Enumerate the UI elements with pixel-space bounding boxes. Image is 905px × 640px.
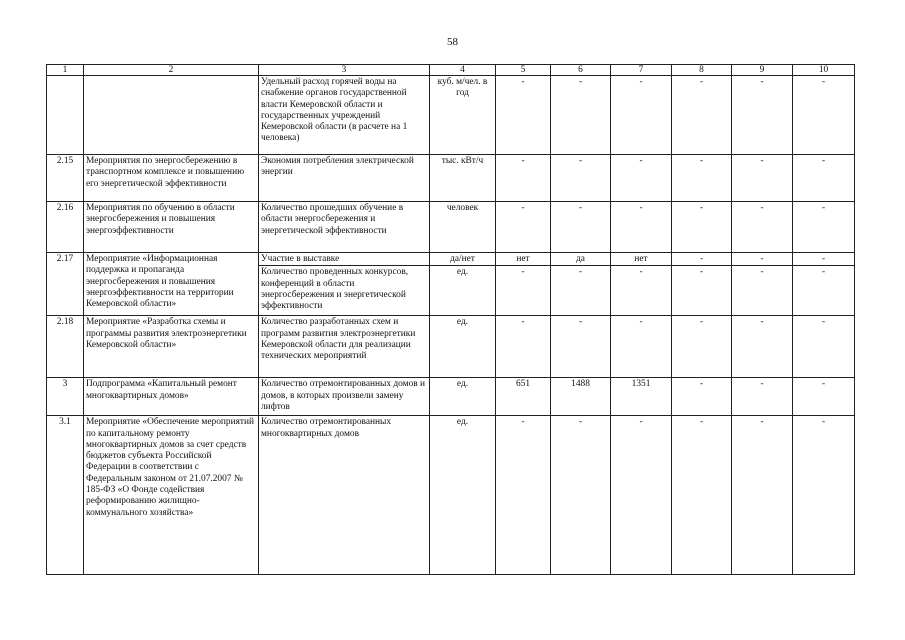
- value-cell: нет: [496, 253, 551, 266]
- column-number-row: [47, 65, 855, 76]
- value-cell: -: [672, 202, 732, 253]
- unit-cell: ед.: [430, 416, 496, 575]
- table-row: [47, 155, 855, 202]
- value-cell: -: [496, 266, 551, 316]
- column-number: 5: [496, 65, 551, 76]
- indicator-cell: Удельный расход горячей воды на снабжение органов государственной власти Кемеровской области и государственных учреждений Кемеровской области (в расчете на 1 человека): [259, 76, 430, 155]
- value-cell: -: [611, 76, 672, 155]
- value-cell: -: [551, 416, 611, 575]
- row-number: 2.18: [47, 316, 84, 378]
- value-cell: -: [793, 202, 855, 253]
- column-number: 7: [611, 65, 672, 76]
- measure-cell: Мероприятие «Разработка схемы и программы развития электроэнергетики Кемеровской области»: [84, 316, 259, 378]
- measure-cell: Мероприятия по энергосбережению в транспортном комплексе и повышению его энергетической эффективности: [84, 155, 259, 202]
- value-cell: -: [732, 316, 793, 378]
- value-cell: -: [551, 316, 611, 378]
- column-number: 1: [47, 65, 84, 76]
- unit-cell: ед.: [430, 266, 496, 316]
- column-number: 6: [551, 65, 611, 76]
- value-cell: -: [793, 76, 855, 155]
- value-cell: -: [793, 266, 855, 316]
- program-indicators-table: [46, 64, 855, 575]
- row-number: 3: [47, 378, 84, 416]
- indicator-cell: Количество отремонтированных многоквартирных домов: [259, 416, 430, 575]
- row-number: [47, 76, 84, 155]
- value-cell: -: [672, 266, 732, 316]
- value-cell: 1488: [551, 378, 611, 416]
- unit-cell: ед.: [430, 378, 496, 416]
- measure-cell: Подпрограмма «Капитальный ремонт многоквартирных домов»: [84, 378, 259, 416]
- table-row: [47, 202, 855, 253]
- page-number: 58: [447, 36, 458, 48]
- indicator-cell: Участие в выставке: [259, 253, 430, 266]
- value-cell: -: [611, 416, 672, 575]
- value-cell: -: [672, 253, 732, 266]
- value-cell: -: [551, 202, 611, 253]
- value-cell: -: [611, 316, 672, 378]
- column-number: 4: [430, 65, 496, 76]
- value-cell: -: [611, 202, 672, 253]
- table-row: [47, 416, 855, 575]
- value-cell: -: [611, 155, 672, 202]
- value-cell: -: [732, 378, 793, 416]
- value-cell: нет: [611, 253, 672, 266]
- indicator-cell: Экономия потребления электрической энергии: [259, 155, 430, 202]
- value-cell: -: [496, 155, 551, 202]
- value-cell: -: [496, 416, 551, 575]
- indicator-cell: Количество проведенных конкурсов, конференций в области энергосбережения и энергетической эффективности: [259, 266, 430, 316]
- indicator-cell: Количество прошедших обучение в области энергосбережения и энергетической эффективности: [259, 202, 430, 253]
- indicator-cell: Количество разработанных схем и программ развития электроэнергетики Кемеровской области для реализации технических мероприятий: [259, 316, 430, 378]
- value-cell: -: [793, 155, 855, 202]
- value-cell: -: [793, 416, 855, 575]
- unit-cell: ед.: [430, 316, 496, 378]
- value-cell: -: [672, 76, 732, 155]
- unit-cell: да/нет: [430, 253, 496, 266]
- row-number: 2.17: [47, 253, 84, 316]
- table-row: [47, 76, 855, 155]
- value-cell: -: [496, 76, 551, 155]
- value-cell: -: [496, 202, 551, 253]
- value-cell: -: [672, 155, 732, 202]
- row-number: 2.16: [47, 202, 84, 253]
- value-cell: -: [793, 316, 855, 378]
- value-cell: -: [793, 378, 855, 416]
- value-cell: 1351: [611, 378, 672, 416]
- value-cell: -: [551, 76, 611, 155]
- measure-cell: Мероприятия по обучению в области энергосбережения и повышения энергоэффективности: [84, 202, 259, 253]
- value-cell: да: [551, 253, 611, 266]
- value-cell: -: [732, 416, 793, 575]
- value-cell: -: [672, 316, 732, 378]
- value-cell: -: [732, 202, 793, 253]
- value-cell: -: [496, 316, 551, 378]
- value-cell: -: [551, 155, 611, 202]
- column-number: 3: [259, 65, 430, 76]
- column-number: 9: [732, 65, 793, 76]
- row-number: 3.1: [47, 416, 84, 575]
- measure-cell: Мероприятие «Информационная поддержка и пропаганда энергосбережения и повышения энергоэффективности на территории Кемеровской области»: [84, 253, 259, 316]
- unit-cell: человек: [430, 202, 496, 253]
- unit-cell: тыс. кВт/ч: [430, 155, 496, 202]
- unit-cell: куб. м/чел. в год: [430, 76, 496, 155]
- measure-cell: Мероприятие «Обеспечение мероприятий по капитальному ремонту многоквартирных домов за счет средств бюджетов субъекта Российской Федерации в соответствии с Федеральным законом от 21.07.2007 № 185-ФЗ «О Фонде содействия реформированию жилищно-коммунального хозяйства»: [84, 416, 259, 575]
- value-cell: -: [793, 253, 855, 266]
- table-row: [47, 316, 855, 378]
- value-cell: -: [672, 378, 732, 416]
- value-cell: -: [732, 253, 793, 266]
- value-cell: -: [732, 76, 793, 155]
- value-cell: -: [732, 266, 793, 316]
- value-cell: -: [551, 266, 611, 316]
- indicator-cell: Количество отремонтированных домов и домов, в которых произвели замену лифтов: [259, 378, 430, 416]
- value-cell: -: [672, 416, 732, 575]
- value-cell: -: [611, 266, 672, 316]
- column-number: 2: [84, 65, 259, 76]
- table-row: [47, 378, 855, 416]
- value-cell: -: [732, 155, 793, 202]
- value-cell: 651: [496, 378, 551, 416]
- column-number: 10: [793, 65, 855, 76]
- measure-cell: [84, 76, 259, 155]
- row-number: 2.15: [47, 155, 84, 202]
- column-number: 8: [672, 65, 732, 76]
- table-row: [47, 253, 855, 266]
